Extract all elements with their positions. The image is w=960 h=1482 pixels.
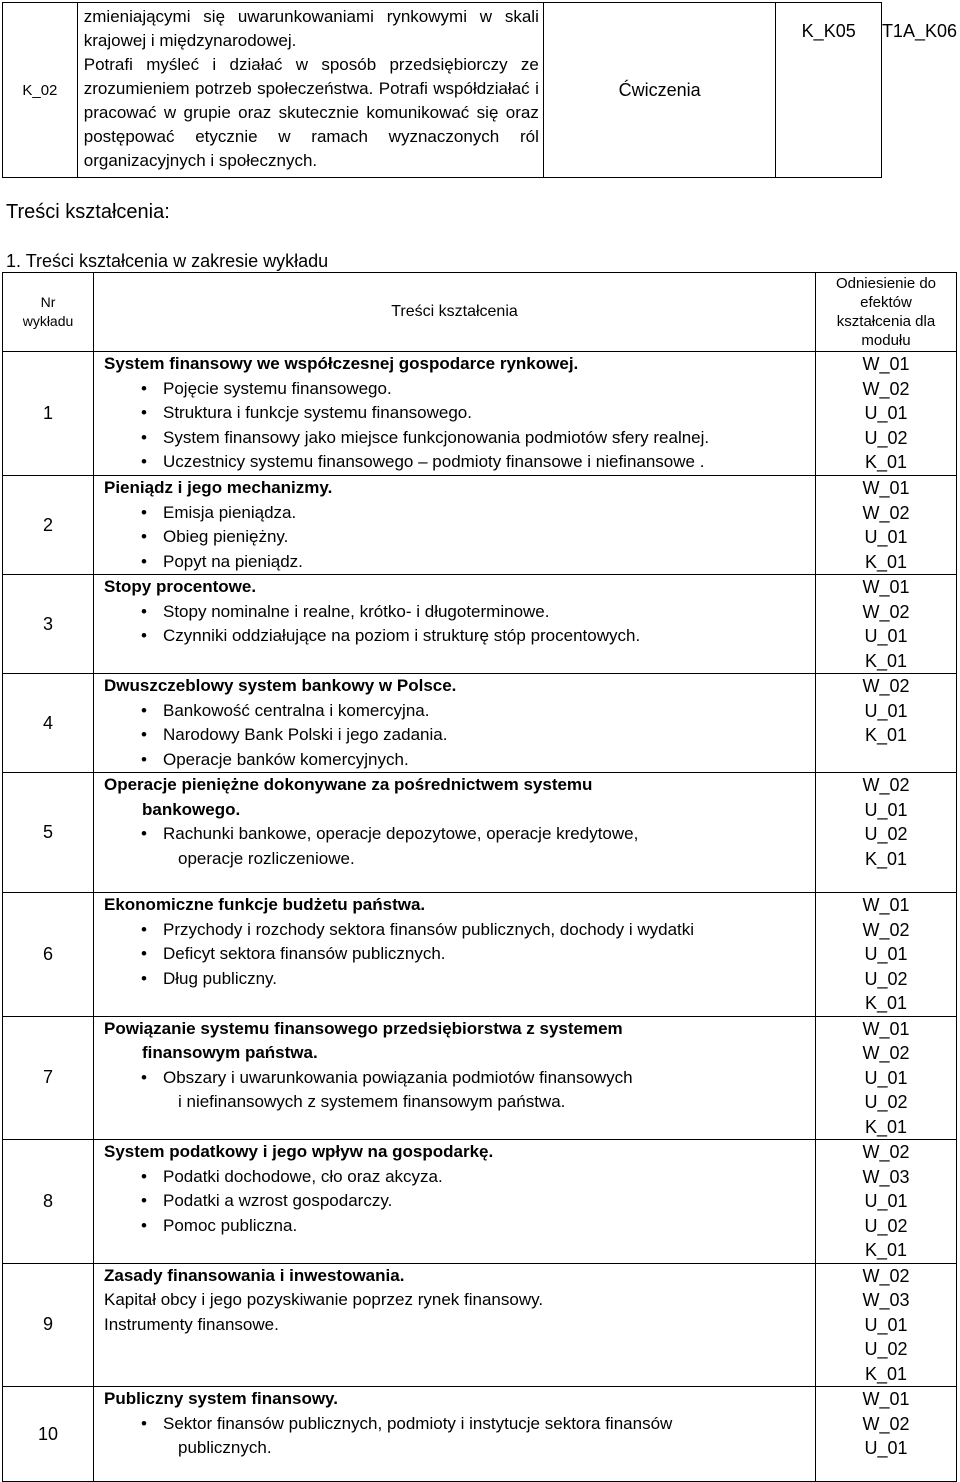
list-item-text: Podatki a wzrost gospodarczy. <box>163 1191 393 1210</box>
lecture-number: 6 <box>3 893 94 1017</box>
list-item-continuation: publicznych. <box>178 1438 272 1457</box>
lecture-number: 10 <box>3 1387 94 1482</box>
lecture-topic-list <box>104 377 815 475</box>
lecture-refs <box>816 893 957 1017</box>
ref-code: K_01 <box>864 650 908 671</box>
table-row <box>3 1140 957 1264</box>
bullet-icon: • <box>141 452 147 471</box>
lecture-number: 2 <box>3 476 94 575</box>
list-item <box>104 426 815 451</box>
ref-code: W_03 <box>862 1290 910 1310</box>
bullet-icon: • <box>141 427 147 447</box>
ref-code: W_02 <box>862 1413 910 1434</box>
list-item <box>104 600 815 625</box>
table-row <box>3 1016 957 1140</box>
ref-code: W_02 <box>862 1142 910 1162</box>
lecture-content <box>94 476 816 575</box>
table-row <box>3 773 957 893</box>
outcome-k-ref: K_K05 <box>776 3 881 178</box>
ref-code: W_02 <box>862 1265 910 1286</box>
lecture-content <box>94 893 816 1017</box>
ref-code: W_02 <box>862 601 910 622</box>
lecture-content <box>94 352 816 476</box>
ref-code: W_01 <box>862 354 910 374</box>
ref-code: W_02 <box>862 775 910 795</box>
list-item-text: Narodowy Bank Polski i jego zadania. <box>163 725 448 744</box>
lecture-title: Ekonomiczne funkcje budżetu państwa. <box>104 895 426 914</box>
lecture-topic-list <box>104 918 815 992</box>
list-item <box>104 1066 815 1091</box>
list-item <box>104 624 815 649</box>
ref-code: W_01 <box>862 1018 910 1039</box>
lecture-line: Kapitał obcy i jego pozyskiwanie poprzez rynek finansowy. <box>104 1290 544 1309</box>
list-item-text: Obszary i uwarunkowania powiązania podmiotów finansowych <box>163 1067 633 1087</box>
list-item-text: Dług publiczny. <box>163 968 278 988</box>
outcome-code: K_02 <box>3 3 78 178</box>
ref-code: U_01 <box>864 1438 908 1458</box>
list-item-text: Stopy nominalne i realne, krótko- i długoterminowe. <box>163 601 550 621</box>
table-row <box>3 575 957 674</box>
header-ref-label: Odniesienie do efektów kształcenia dla modułu <box>835 275 937 349</box>
bullet-icon: • <box>141 551 147 571</box>
lecture-title: Operacje pieniężne dokonywane za pośrednictwem systemu <box>104 775 593 794</box>
outcome-form: Ćwiczenia <box>543 3 776 178</box>
lecture-title: Powiązanie systemu finansowego przedsiębiorstwa z systemem <box>104 1018 623 1038</box>
bullet-icon: • <box>141 1166 147 1186</box>
lecture-refs <box>816 352 957 476</box>
ref-code: W_02 <box>862 676 910 696</box>
list-item <box>104 1189 815 1214</box>
list-item <box>104 1165 815 1190</box>
lecture-number: 5 <box>3 773 94 893</box>
list-item-text: Podatki dochodowe, cło oraz akcyza. <box>163 1166 443 1186</box>
ref-code: U_02 <box>864 427 908 448</box>
ref-code: U_02 <box>864 824 908 844</box>
lecture-refs <box>816 773 957 893</box>
lecture-content <box>94 1140 816 1264</box>
list-item-text: Emisja pieniądza. <box>163 502 297 522</box>
ref-code: U_01 <box>864 626 908 646</box>
list-item-text: Pomoc publiczna. <box>163 1215 298 1235</box>
list-item-text: Sektor finansów publicznych, podmioty i instytucje sektora finansów <box>163 1413 673 1433</box>
ref-code: W_01 <box>862 1389 910 1409</box>
list-item-text: Czynniki oddziałujące na poziom i strukturę stóp procentowych. <box>163 626 641 645</box>
lecture-refs <box>816 674 957 773</box>
ref-code: U_02 <box>864 1339 908 1359</box>
list-item <box>104 723 815 748</box>
lecture-content <box>94 575 816 674</box>
bullet-icon: • <box>141 968 147 988</box>
list-item <box>104 699 815 724</box>
list-item-text: Obieg pieniężny. <box>163 527 289 546</box>
bullet-icon: • <box>141 378 147 398</box>
section-sub-heading: 1. Treści kształcenia w zakresie wykładu <box>6 251 329 271</box>
header-ref <box>816 273 957 352</box>
lecture-topic-list <box>104 600 815 649</box>
bullet-icon: • <box>141 626 147 645</box>
ref-code: K_01 <box>864 725 908 745</box>
lecture-topic-list <box>104 501 815 575</box>
ref-code: W_02 <box>862 378 910 399</box>
list-item <box>104 450 815 475</box>
ref-code: W_02 <box>862 1043 910 1063</box>
ref-code: W_01 <box>862 577 910 597</box>
list-item <box>104 1412 815 1437</box>
bullet-icon: • <box>141 824 147 843</box>
ref-code: K_01 <box>864 848 908 869</box>
list-item <box>104 942 815 967</box>
learning-outcomes-table <box>2 2 957 178</box>
list-item <box>104 967 815 992</box>
lecture-title: bankowego. <box>142 799 241 819</box>
table-row <box>3 476 957 575</box>
outcome-description-line: zmieniającymi się uwarunkowaniami rynkowymi w skali krajowej i międzynarodowej. <box>83 7 539 50</box>
ref-code: K_01 <box>864 1240 908 1260</box>
lecture-title: Pieniądz i jego mechanizmy. <box>104 478 333 497</box>
list-item-continuation: i niefinansowych z systemem finansowym państwa. <box>178 1092 566 1111</box>
ref-code: U_02 <box>864 1092 908 1112</box>
bullet-icon: • <box>141 919 147 939</box>
list-item <box>104 401 815 426</box>
ref-code: W_01 <box>862 895 910 915</box>
ref-code: K_01 <box>864 452 908 472</box>
ref-code: U_01 <box>864 944 908 964</box>
header-nr-label: Nr wykładu <box>22 294 74 329</box>
header-content: Treści kształcenia <box>94 273 816 352</box>
list-item-text: System finansowy jako miejsce funkcjonowania podmiotów sfery realnej. <box>163 427 710 447</box>
lecture-number: 9 <box>3 1263 94 1387</box>
table-row <box>3 352 957 476</box>
list-item <box>104 525 815 550</box>
outcome-description-line: Potrafi myśleć i działać w sposób przedsiębiorczy ze zrozumieniem potrzeb społeczeństwa. Potrafi współdziałać i pracować w grupie oraz skutecznie komunikować się oraz postępować etycznie w ramach wyznaczonych ról organizacyjnych i społecznych. <box>83 55 539 170</box>
outcome-description <box>77 3 543 178</box>
lecture-number: 4 <box>3 674 94 773</box>
ref-code: U_02 <box>864 1215 908 1236</box>
list-item-text: Pojęcie systemu finansowego. <box>163 378 392 398</box>
lecture-topic-list <box>104 1165 815 1239</box>
lecture-content <box>94 1387 816 1482</box>
ref-code: W_02 <box>862 502 910 523</box>
lecture-title: Dwuszczeblowy system bankowy w Polsce. <box>104 676 457 695</box>
ref-code: K_01 <box>864 551 908 572</box>
lecture-content <box>94 674 816 773</box>
list-item <box>104 550 815 575</box>
lecture-number: 8 <box>3 1140 94 1264</box>
lecture-number: 3 <box>3 575 94 674</box>
bullet-icon: • <box>141 527 147 546</box>
list-item-text: Struktura i funkcje systemu finansowego. <box>163 403 472 422</box>
list-item-text: Przychody i rozchody sektora finansów publicznych, dochody i wydatki <box>163 919 695 939</box>
list-item-text: Bankowość centralna i komercyjna. <box>163 700 430 720</box>
list-item <box>104 748 815 773</box>
list-item-text: Uczestnicy systemu finansowego – podmioty finansowe i niefinansowe . <box>163 452 705 471</box>
lecture-title: finansowym państwa. <box>142 1043 318 1062</box>
ref-code: W_01 <box>862 478 910 498</box>
table-row <box>3 1263 957 1387</box>
bullet-icon: • <box>141 1067 147 1087</box>
lecture-topic-list <box>104 1412 815 1461</box>
lecture-content <box>94 773 816 893</box>
lecture-title: System finansowy we współczesnej gospodarce rynkowej. <box>104 354 579 373</box>
bullet-icon: • <box>141 1413 147 1433</box>
bullet-icon: • <box>141 1191 147 1210</box>
lecture-topic-list <box>104 699 815 773</box>
lecture-topic-list <box>104 822 815 871</box>
lecture-refs <box>816 476 957 575</box>
ref-code: K_01 <box>864 1116 908 1137</box>
bullet-icon: • <box>141 403 147 422</box>
lecture-number: 7 <box>3 1016 94 1140</box>
ref-code: U_02 <box>864 968 908 989</box>
list-item <box>104 822 815 847</box>
ref-code: U_01 <box>864 1191 908 1211</box>
list-item <box>104 377 815 402</box>
bullet-icon: • <box>141 700 147 720</box>
lecture-refs <box>816 575 957 674</box>
ref-code: U_01 <box>864 700 908 721</box>
lecture-title: Stopy procentowe. <box>104 577 257 596</box>
ref-code: W_03 <box>862 1166 910 1187</box>
ref-code: K_01 <box>864 993 908 1013</box>
ref-code: U_01 <box>864 799 908 820</box>
bullet-icon: • <box>141 944 147 963</box>
bullet-icon: • <box>141 502 147 522</box>
ref-code: U_01 <box>864 527 908 547</box>
list-item-text: Popyt na pieniądz. <box>163 551 303 571</box>
table-row <box>3 674 957 773</box>
lecture-refs <box>816 1263 957 1387</box>
lecture-number: 1 <box>3 352 94 476</box>
lecture-title: Publiczny system finansowy. <box>104 1389 338 1408</box>
bullet-icon: • <box>141 1215 147 1235</box>
lectures-table <box>2 272 957 1482</box>
lecture-content <box>94 1016 816 1140</box>
lecture-refs <box>816 1140 957 1264</box>
ref-code: U_01 <box>864 1314 908 1335</box>
lecture-line: Instrumenty finansowe. <box>104 1314 279 1334</box>
ref-code: W_02 <box>862 919 910 940</box>
table-header-row <box>3 273 957 352</box>
lecture-refs <box>816 1016 957 1140</box>
ref-code: U_01 <box>864 403 908 423</box>
lecture-refs <box>816 1387 957 1482</box>
outcome-t-ref: T1A_K06 <box>881 3 957 178</box>
list-item <box>104 1214 815 1239</box>
header-nr <box>3 273 94 352</box>
ref-code: U_01 <box>864 1067 908 1088</box>
list-item-continuation: operacje rozliczeniowe. <box>178 848 355 868</box>
lecture-topic-list <box>104 1066 815 1115</box>
bullet-icon: • <box>141 725 147 744</box>
list-item-text: Rachunki bankowe, operacje depozytowe, operacje kredytowe, <box>163 824 639 843</box>
list-item-text: Operacje banków komercyjnych. <box>163 749 409 769</box>
bullet-icon: • <box>141 601 147 621</box>
list-item <box>104 501 815 526</box>
bullet-icon: • <box>141 749 147 769</box>
lecture-content <box>94 1263 816 1387</box>
ref-code: K_01 <box>864 1363 908 1384</box>
lecture-title: Zasady finansowania i inwestowania. <box>104 1265 405 1285</box>
table-row <box>3 1387 957 1482</box>
section-heading: Treści kształcenia: <box>6 201 170 223</box>
table-row <box>3 893 957 1017</box>
lecture-title: System podatkowy i jego wpływ na gospodarkę. <box>104 1142 494 1161</box>
list-item <box>104 918 815 943</box>
list-item-text: Deficyt sektora finansów publicznych. <box>163 944 446 963</box>
